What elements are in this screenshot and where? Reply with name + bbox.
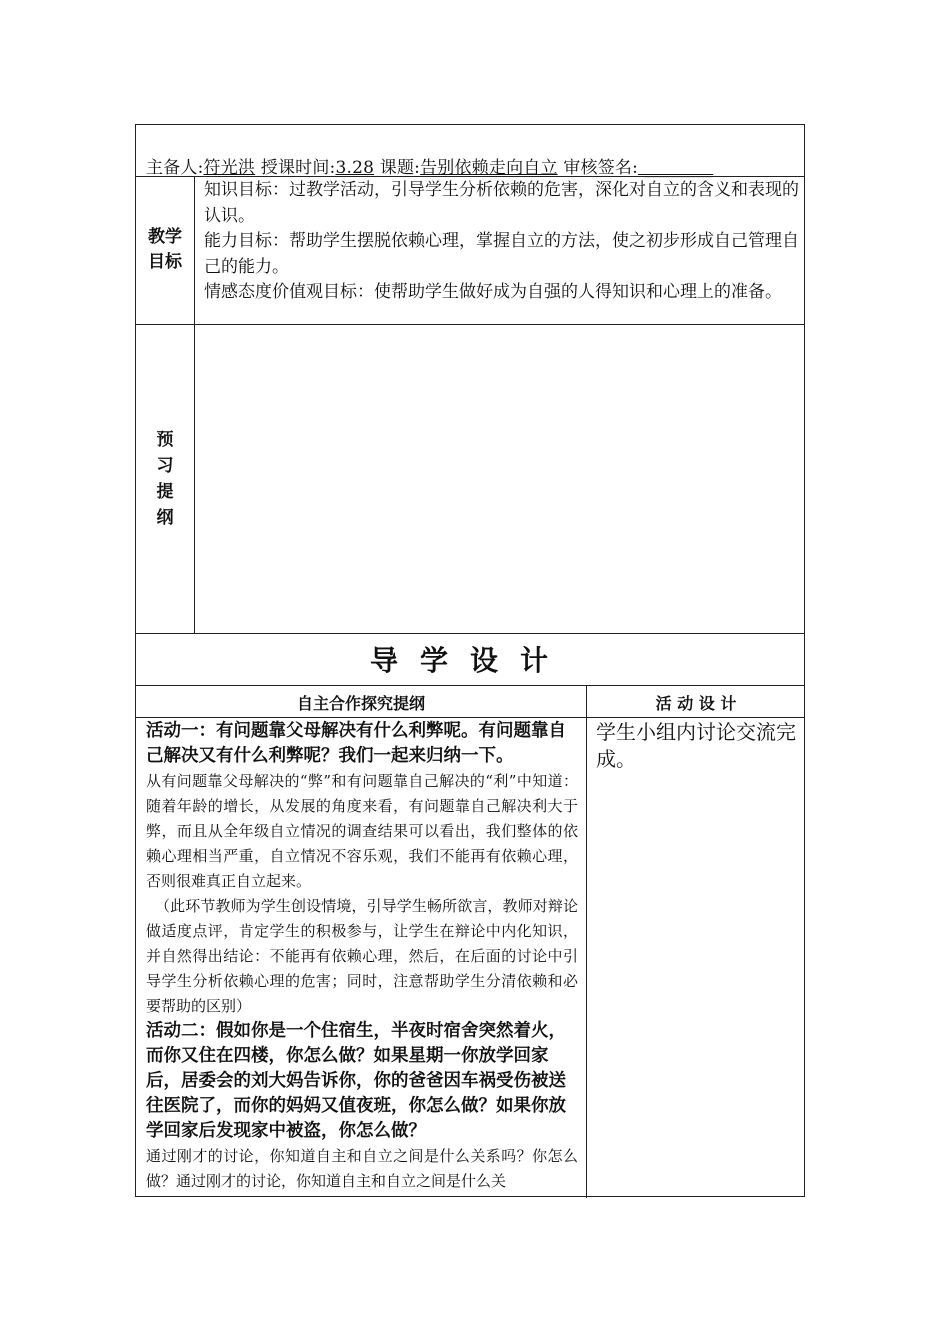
time-value: 3.28	[335, 158, 375, 178]
activity-design-text: 学生小组内讨论交流完成。	[596, 720, 796, 771]
time-label: 授课时间:	[255, 158, 336, 178]
preview-label-char2: 习	[156, 455, 174, 476]
ability-objective: 能力目标：帮助学生摆脱依赖心理，掌握自立的方法，使之初步形成自己管理自己的能力。	[204, 231, 799, 277]
activity-one-body: 从有问题靠父母解决的“弊”和有问题靠自己解决的“利”中知道：随着年龄的增长，从发展的角度来看，有问题靠自己解决利大于弊，而且从全年级自立情况的调查结果可以看出，我们整体的依赖心理相当严重，自立情况不容乐观，我们不能再有依赖心理，否则很难真正自立起来。	[146, 772, 578, 890]
objectives-label-line2: 目标	[148, 252, 182, 272]
divider	[136, 685, 804, 686]
topic-value: 告别依赖走向自立	[420, 158, 558, 178]
knowledge-objective: 知识目标：过教学活动，引导学生分析依赖的危害，深化对自立的含义和表现的认识。	[204, 180, 799, 226]
preview-label-char3: 提	[156, 481, 174, 502]
design-banner: 导学设计	[369, 644, 570, 677]
topic-label: 课题:	[374, 158, 421, 178]
activity-two-body: 通过刚才的讨论，你知道自主和自立之间是什么关系吗？你怎么做？通过刚才的讨论，你知道自主和自立之间是什么关	[146, 1147, 578, 1190]
right-column-header: 活 动 设 计	[655, 694, 737, 713]
objectives-label-line1: 教学	[148, 227, 182, 247]
column-divider	[586, 685, 587, 1198]
objectives-content	[136, 176, 804, 324]
divider	[136, 717, 804, 718]
header-line	[146, 153, 713, 178]
preview-content	[136, 324, 804, 633]
lesson-plan-table	[135, 124, 805, 1197]
left-column-header: 自主合作探究提纲	[296, 694, 425, 713]
activity-two-title: 活动二：假如你是一个住宿生，半夜时宿舍突然着火，而你又住在四楼，你怎么做？如果星期一你放学回家后，居委会的刘大妈告诉你，你的爸爸因车祸受伤被送往医院了，而你的妈妈又值夜班，你怎么做？如果你放学回家后发现家中被盗，你怎么做？	[146, 1021, 566, 1141]
preparer-label: 主备人:	[146, 158, 204, 178]
activity-one-title: 活动一：有问题靠父母解决有什么利弊呢。有问题靠自己解决又有什么利弊呢？我们一起来归纳一下。	[146, 721, 566, 766]
activity-one-note: （此环节教师为学生创设情境，引导学生畅所欲言，教师对辩论做适度点评，肯定学生的积极参与，让学生在辩论中内化知识，并自然得出结论：不能再有依赖心理，然后，在后面的讨论中引导学生分析依赖心理的危害；同时，注意帮助学生分清依赖和必要帮助的区别）	[146, 897, 578, 1015]
review-signature: ________	[638, 158, 714, 178]
preparer-name: 符光洪	[203, 158, 256, 178]
attitude-objective: 情感态度价值观目标：使帮助学生做好成为自强的人得知识和心理上的准备。	[204, 282, 782, 302]
divider	[136, 633, 804, 634]
review-label: 审核签名:	[557, 158, 639, 178]
preview-label-char1: 预	[156, 429, 174, 450]
inquiry-outline	[146, 719, 578, 1194]
preview-label-char4: 纲	[156, 507, 174, 528]
